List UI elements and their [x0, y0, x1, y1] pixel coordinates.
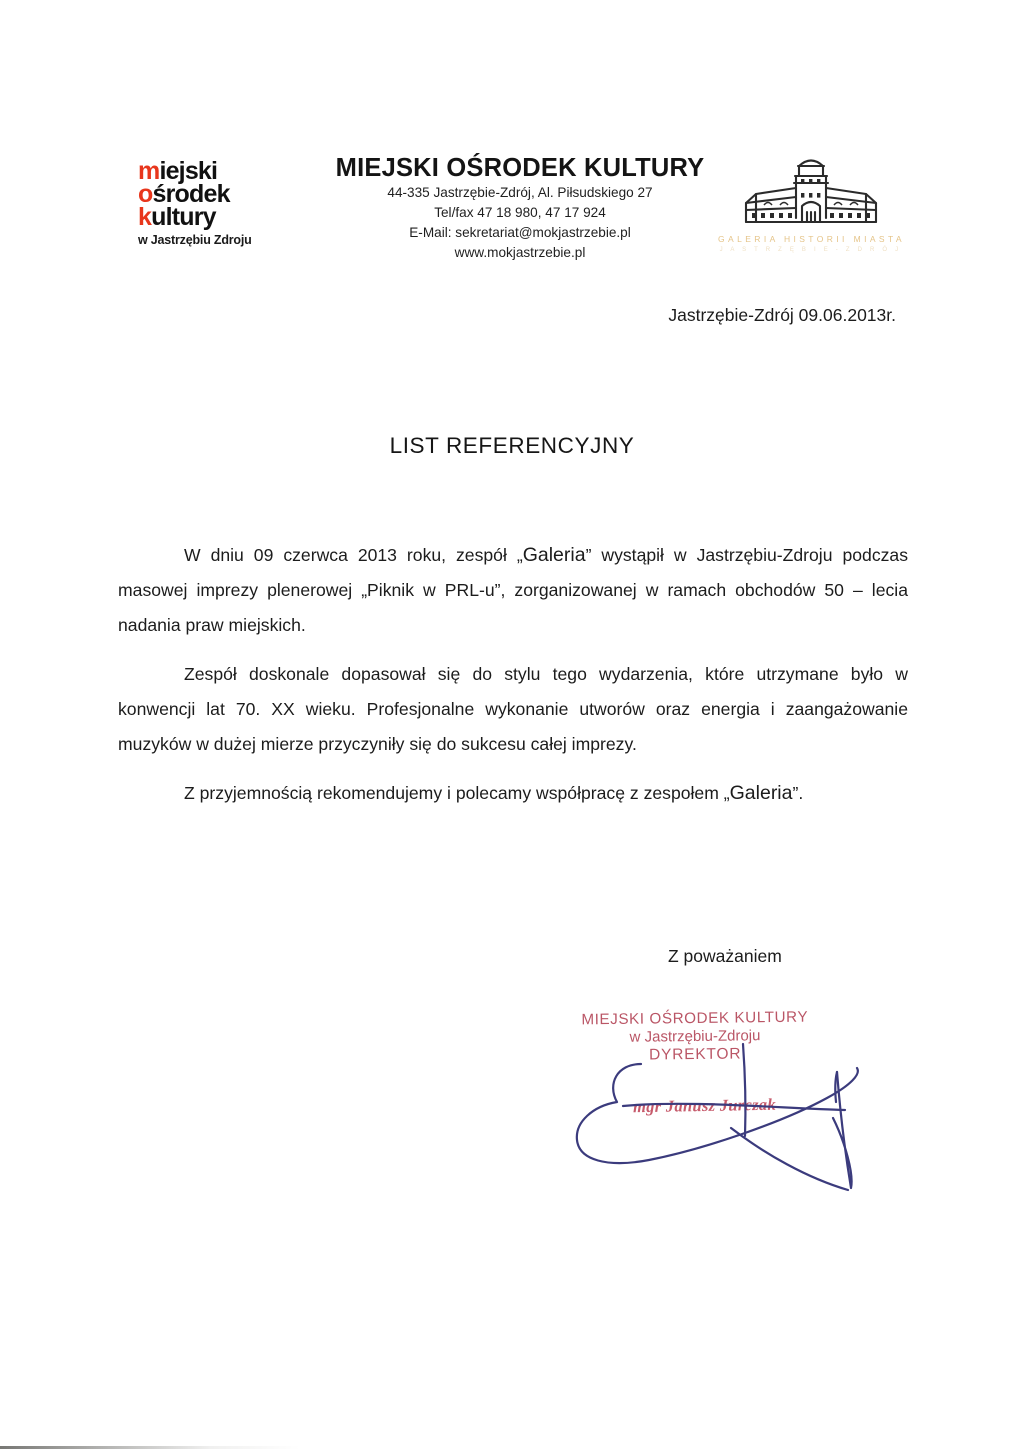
logo-word-2: środek	[152, 180, 230, 208]
organization-email: E-Mail: sekretariat@mokjastrzebie.pl	[409, 225, 631, 240]
paragraph-2: Zespół doskonale dopasował się do stylu tego wydarzenia, które utrzymane było w konwencji lat 70. XX wieku. Profesjonalne wykonanie utworów oraz energia i zaangażowanie muzyków w dużej mierze przyczyniły się do sukcesu całej imprezy.	[118, 664, 908, 754]
paragraph-3	[118, 776, 908, 811]
closing-salutation: Z poważaniem	[668, 946, 782, 966]
galeria-subcaption: J A S T R Z Ę B I E - Z D R Ó J	[719, 247, 902, 253]
logo-initial-k: k	[138, 203, 152, 231]
organization-address-block	[300, 154, 740, 263]
historic-building-icon	[736, 150, 886, 230]
handwritten-signature-icon	[545, 1002, 890, 1217]
paragraph-1-text-before: W dniu 09 czerwca 2013 roku, zespół „	[184, 545, 523, 565]
signature-block	[545, 1002, 890, 1217]
organization-address: 44-335 Jastrzębie-Zdrój, Al. Piłsudskiego 27	[387, 185, 653, 200]
document-title: LIST REFERENCYJNY	[389, 433, 635, 458]
signer-name: mgr Janusz Jurczak	[632, 1094, 777, 1117]
logo-initial-m: m	[138, 157, 160, 185]
organization-website: www.mokjastrzebie.pl	[454, 245, 586, 260]
logo-line-3	[138, 203, 288, 231]
paragraph-1-text-after: ” wystąpił w Jastrzębiu-Zdroju podczas masowej imprezy plenerowej „Piknik w PRL-u”, zorganizowanej w ramach obchodów 50 – lecia nadania praw miejskich.	[118, 545, 908, 635]
stamp-organization: MIEJSKI OŚRODEK KULTURY	[581, 1008, 809, 1029]
stamp-role: DYREKTOR	[648, 1045, 742, 1064]
logo-subtitle: w Jastrzębiu Zdroju	[138, 233, 252, 247]
organization-title: MIEJSKI OŚRODEK KULTURY	[335, 154, 705, 182]
band-name-galeria-2: Galeria	[729, 782, 793, 804]
galeria-historii-miasta-mark	[718, 150, 903, 253]
organization-phone: Tel/fax 47 18 980, 47 17 924	[434, 205, 606, 220]
dateline: Jastrzębie-Zdrój 09.06.2013r.	[668, 305, 896, 325]
letter-body	[118, 538, 908, 811]
logo-word-1: iejski	[159, 157, 218, 185]
letterhead	[0, 148, 1024, 278]
paragraph-1	[118, 538, 908, 643]
galeria-caption: GALERIA HISTORII MIASTA	[718, 234, 905, 244]
logo-word-3: ultury	[151, 203, 216, 231]
mok-logo	[138, 157, 288, 247]
band-name-galeria-1: Galeria	[522, 544, 586, 566]
stamp-location: w Jastrzębiu-Zdroju	[629, 1027, 761, 1046]
paragraph-3-text-after: ”.	[792, 783, 804, 803]
logo-initial-o: o	[138, 180, 153, 208]
paragraph-3-text-before: Z przyjemnością rekomendujemy i polecamy współpracę z zespołem „	[184, 783, 730, 803]
